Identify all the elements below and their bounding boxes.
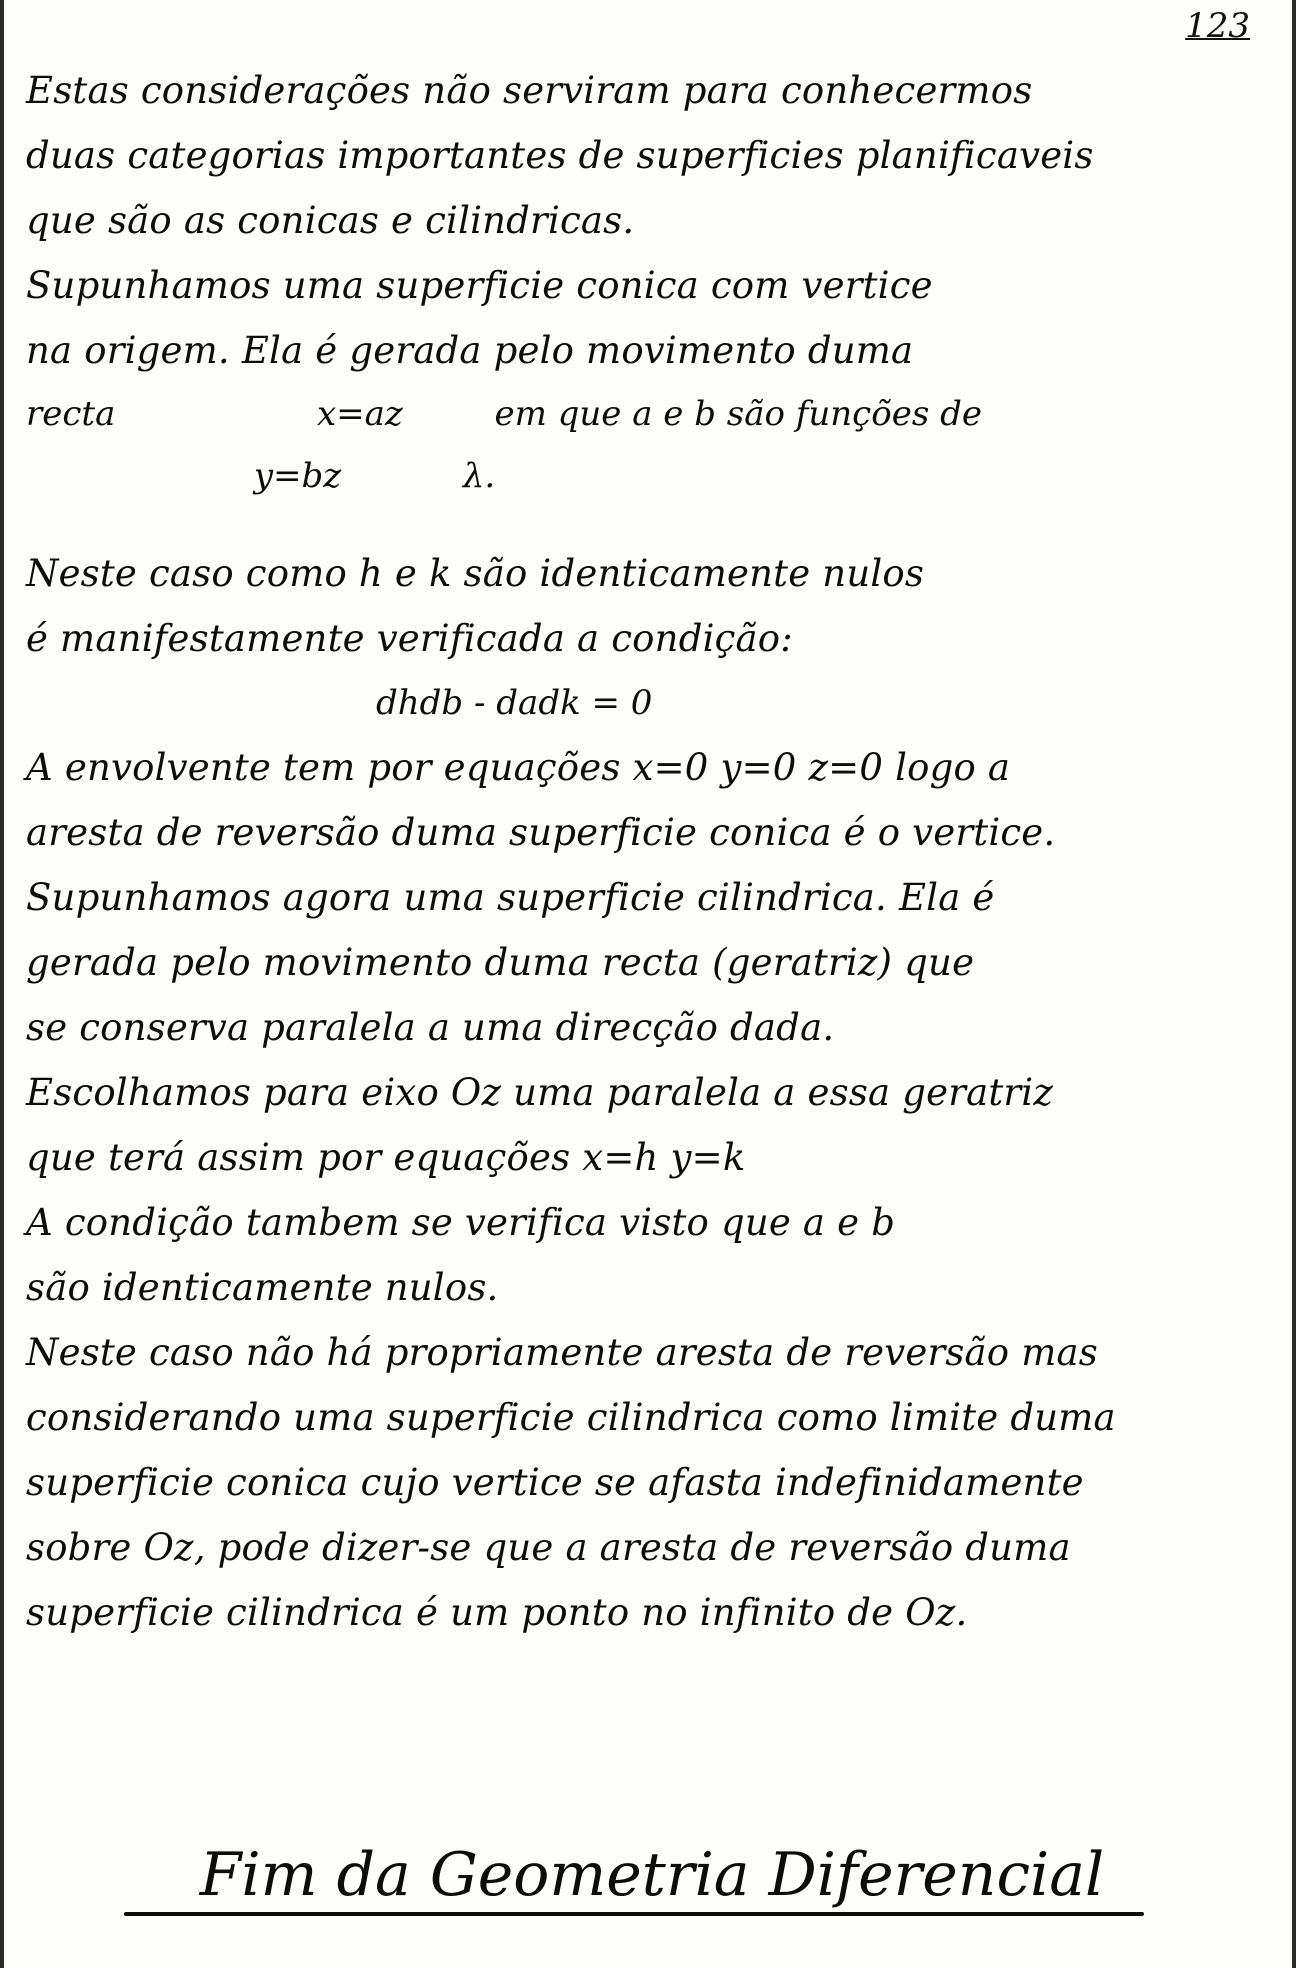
text-line: é manifestamente verificada a condição:: [26, 617, 793, 660]
condition-formula: dhdb - dadk = 0: [376, 683, 653, 723]
text-line: que são as conicas e cilindricas.: [26, 199, 635, 242]
text-line: Neste caso não há propriamente aresta de reversão mas: [26, 1331, 1098, 1374]
text-line: Estas considerações não serviram para conhecermos: [26, 69, 1033, 112]
recta-equation-line: [26, 383, 1276, 445]
text-line: são identicamente nulos.: [26, 1266, 499, 1309]
text-line: duas categorias importantes de superficies planificaveis: [26, 134, 1094, 177]
text-line: na origem. Ela é gerada pelo movimento duma: [26, 329, 914, 372]
text-line: considerando uma superficie cilindrica como limite duma: [26, 1396, 1116, 1439]
text-line: se conserva paralela a uma direcção dada.: [26, 1006, 835, 1049]
text-line: A condição tambem se verifica visto que a e b: [26, 1201, 896, 1244]
equation-description: em que a e b são funções de: [494, 394, 982, 434]
recta-label: recta: [26, 394, 116, 434]
equation-y: y=bz: [253, 456, 342, 496]
lambda-variable: λ.: [462, 456, 496, 496]
text-line: Escolhamos para eixo Oz uma paralela a essa geratriz: [26, 1071, 1054, 1114]
text-line: superficie conica cujo vertice se afasta indefinidamente: [26, 1461, 1084, 1504]
manuscript-body: [26, 58, 1276, 1645]
page-number: 123: [1185, 6, 1250, 46]
equation-x: x=az: [316, 394, 403, 434]
text-line: superficie cilindrica é um ponto no infinito de Oz.: [26, 1591, 968, 1634]
recta-equation-line-2: [26, 445, 1276, 507]
text-line: A envolvente tem por equações x=0 y=0 z=0 logo a: [26, 746, 1011, 789]
spacer: [26, 507, 1276, 541]
title-underline: [124, 1912, 1144, 1916]
text-line: que terá assim por equações x=h y=k: [26, 1136, 746, 1179]
text-line: Neste caso como h e k são identicamente nulos: [26, 552, 925, 595]
text-line: gerada pelo movimento duma recta (geratriz) que: [26, 941, 975, 984]
closing-title: Fim da Geometria Diferencial: [199, 1840, 1105, 1910]
text-line: Supunhamos agora uma superficie cilindrica. Ela é: [26, 876, 995, 919]
text-line: sobre Oz, pode dizer-se que a aresta de reversão duma: [26, 1526, 1071, 1569]
text-line: Supunhamos uma superficie conica com vertice: [26, 264, 933, 307]
text-line: aresta de reversão duma superficie conica é o vertice.: [26, 811, 1056, 854]
